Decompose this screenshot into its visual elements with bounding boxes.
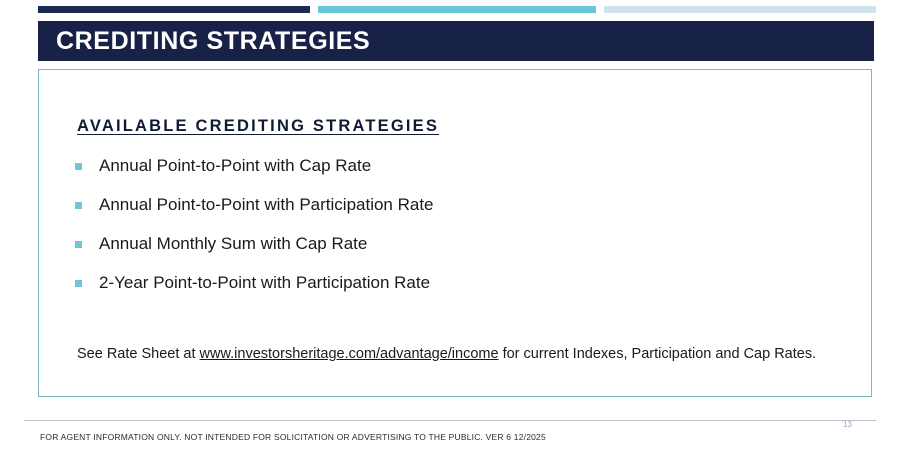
- top-bar-gap-1: [310, 6, 318, 13]
- decorative-top-bars: [38, 6, 876, 13]
- square-bullet-icon: [75, 241, 82, 248]
- content-panel: [38, 69, 872, 397]
- page-title: CREDITING STRATEGIES: [56, 26, 371, 55]
- list-item: [75, 155, 841, 194]
- rate-sheet-note: [77, 346, 816, 362]
- rate-sheet-note-suffix: for current Indexes, Participation and Cap Rates.: [498, 346, 817, 362]
- page-number: 13: [843, 420, 852, 429]
- list-item-label: Annual Point-to-Point with Cap Rate: [99, 156, 372, 175]
- list-item: [75, 272, 841, 311]
- square-bullet-icon: [75, 163, 82, 170]
- top-bar-pale-segment: [604, 6, 876, 13]
- list-item: [75, 194, 841, 233]
- section-subheading: AVAILABLE CREDITING STRATEGIES: [77, 117, 440, 135]
- list-item: [75, 233, 841, 272]
- footer-divider: [24, 420, 876, 421]
- square-bullet-icon: [75, 280, 82, 287]
- crediting-strategies-list: [75, 155, 841, 311]
- rate-sheet-note-prefix: See Rate Sheet at: [77, 346, 200, 362]
- list-item-label: 2-Year Point-to-Point with Participation Rate: [99, 273, 431, 292]
- list-item-label: Annual Monthly Sum with Cap Rate: [99, 234, 368, 253]
- square-bullet-icon: [75, 202, 82, 209]
- top-bar-navy-segment: [38, 6, 310, 13]
- title-banner: [38, 21, 874, 61]
- top-bar-teal-segment: [318, 6, 596, 13]
- top-bar-gap-2: [596, 6, 604, 13]
- rate-sheet-link[interactable]: www.investorsheritage.com/advantage/income: [199, 346, 499, 362]
- footer-disclaimer: FOR AGENT INFORMATION ONLY. NOT INTENDED FOR SOLICITATION OR ADVERTISING TO THE PUBLIC. VER 6 12/2025: [40, 432, 546, 442]
- list-item-label: Annual Point-to-Point with Participation Rate: [99, 195, 434, 214]
